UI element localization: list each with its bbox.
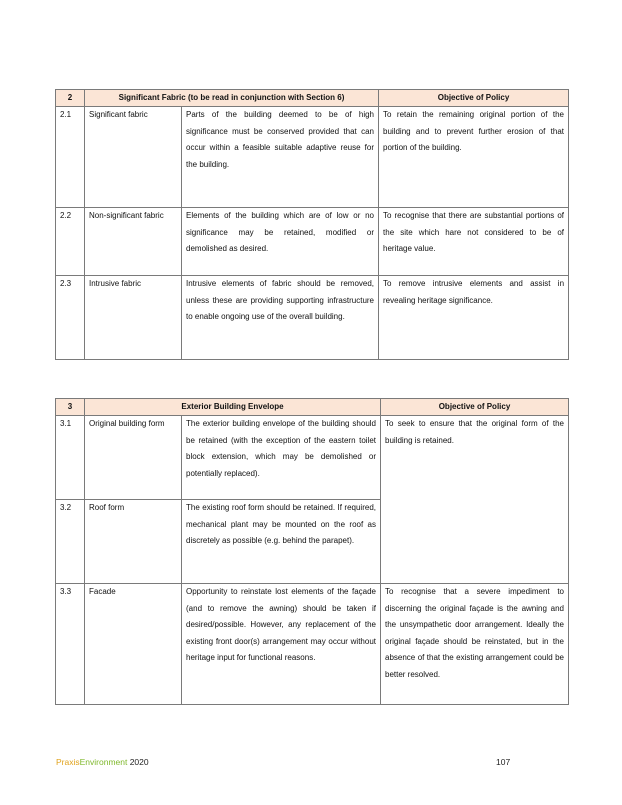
table-row (56, 584, 569, 705)
row-name: Significant fabric (85, 107, 182, 208)
row-number: 3.3 (56, 584, 85, 705)
table-row (56, 416, 569, 500)
row-policy: Intrusive elements of fabric should be removed, unless these are providing supporting infrastructure to enable ongoing use of the overall building. (182, 276, 379, 360)
table-row (56, 276, 569, 360)
row-policy: Opportunity to reinstate lost elements of the façade (and to remove the awning) should be taken if desired/possible. However, any replacement of the existing front door(s) arrangement may occur without heritage input for functional reasons. (182, 584, 381, 705)
section-number: 3 (56, 399, 85, 416)
row-policy: The existing roof form should be retained. If required, mechanical plant may be mounted on the roof as discretely as possible (e.g. behind the parapet). (182, 500, 381, 584)
row-name: Intrusive fabric (85, 276, 182, 360)
table-row (56, 208, 569, 276)
objective-header: Objective of Policy (381, 399, 569, 416)
row-name: Non-significant fabric (85, 208, 182, 276)
significant-fabric-table (55, 89, 569, 360)
exterior-envelope-table (55, 398, 569, 705)
row-objective: To recognise that there are substantial portions of the site which hare not considered to be of heritage value. (379, 208, 569, 276)
row-objective-shared: To seek to ensure that the original form of the building is retained. (381, 416, 569, 584)
objective-header: Objective of Policy (379, 90, 569, 107)
row-number: 2.2 (56, 208, 85, 276)
section-title: Exterior Building Envelope (85, 399, 381, 416)
brand-part-praxis: Praxis (56, 757, 80, 767)
section-number: 2 (56, 90, 85, 107)
row-number: 2.1 (56, 107, 85, 208)
row-objective: To remove intrusive elements and assist in revealing heritage significance. (379, 276, 569, 360)
row-name: Original building form (85, 416, 182, 500)
footer-year: 2020 (127, 757, 149, 767)
footer-brand (56, 757, 149, 767)
brand-part-environment: Environment (79, 757, 128, 767)
page-number: 107 (496, 757, 511, 767)
row-number: 2.3 (56, 276, 85, 360)
row-name: Facade (85, 584, 182, 705)
row-number: 3.2 (56, 500, 85, 584)
section-title: Significant Fabric (to be read in conjunction with Section 6) (85, 90, 379, 107)
row-objective: To retain the remaining original portion of the building and to prevent further erosion of that portion of the building. (379, 107, 569, 208)
row-policy: Elements of the building which are of low or no significance may be retained, modified or demolished as desired. (182, 208, 379, 276)
table-row (56, 107, 569, 208)
row-policy: The exterior building envelope of the building should be retained (with the exception of the eastern toilet block extension, which may be demolished or potentially replaced). (182, 416, 381, 500)
table-header-row (56, 90, 569, 107)
row-policy: Parts of the building deemed to be of high significance must be conserved provided that can occur within a feasible suitable adaptive reuse for the building. (182, 107, 379, 208)
row-number: 3.1 (56, 416, 85, 500)
table-header-row (56, 399, 569, 416)
row-objective: To recognise that a severe impediment to discerning the original façade is the awning and the unsympathetic door arrangement. Ideally the original façade should be reinstated, but in the absence of that the existing arrangement could be better resolved. (381, 584, 569, 705)
row-name: Roof form (85, 500, 182, 584)
